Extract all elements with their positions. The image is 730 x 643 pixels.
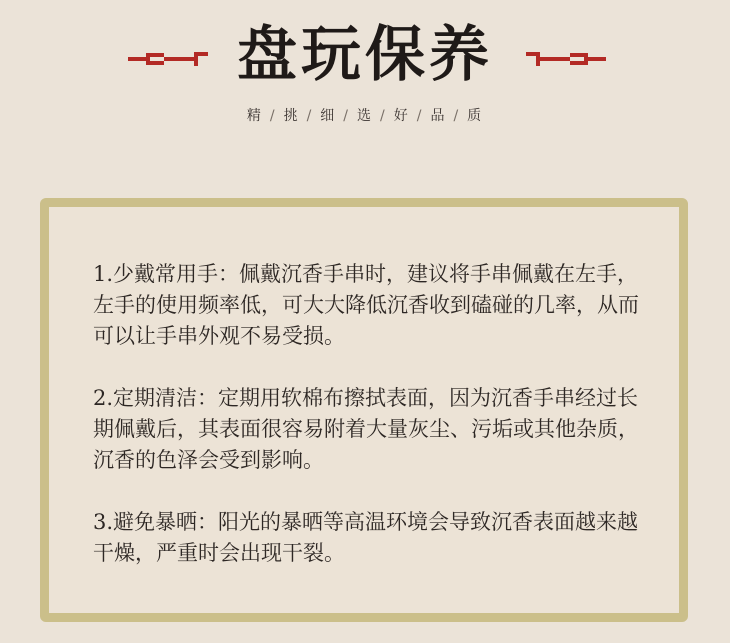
subtitle-separator: / bbox=[453, 108, 461, 124]
subtitle-char: 精 bbox=[246, 108, 263, 124]
subtitle-char: 挑 bbox=[283, 108, 300, 124]
subtitle-separator: / bbox=[343, 108, 350, 124]
tip-paragraph-2: 2.定期清洁：定期用软棉布擦拭表面，因为沉香手串经过长期佩戴后，其表面很容易附着大量灰尘、污垢或其他杂质，沉香的色泽会受到影响。 bbox=[93, 386, 639, 472]
tip-paragraph-3: 3.避免暴晒：阳光的暴晒等高温环境会导致沉香表面越来越干燥，严重时会出现干裂。 bbox=[93, 510, 639, 565]
content-body bbox=[93, 259, 653, 600]
subtitle-char: 选 bbox=[357, 108, 373, 124]
subtitle-char: 质 bbox=[467, 108, 484, 124]
subtitle-char: 品 bbox=[430, 108, 447, 124]
subtitle-char: 好 bbox=[393, 108, 410, 124]
right-ornament-icon bbox=[526, 47, 606, 71]
page-subtitle bbox=[0, 104, 730, 128]
subtitle-separator: / bbox=[269, 108, 277, 124]
subtitle-separator: / bbox=[416, 108, 424, 124]
subtitle-separator: / bbox=[306, 108, 314, 124]
tip-paragraph-1: 1.少戴常用手：佩戴沉香手串时，建议将手串佩戴在左手，左手的使用频率低，可大大降低沉香收到磕碰的几率，从而可以让手串外观不易受损。 bbox=[93, 262, 639, 348]
page-header bbox=[0, 0, 730, 150]
page-title: 盘玩保养 bbox=[237, 20, 493, 90]
subtitle-separator: / bbox=[380, 108, 387, 124]
content-panel bbox=[40, 198, 688, 622]
subtitle-char: 细 bbox=[320, 108, 337, 124]
